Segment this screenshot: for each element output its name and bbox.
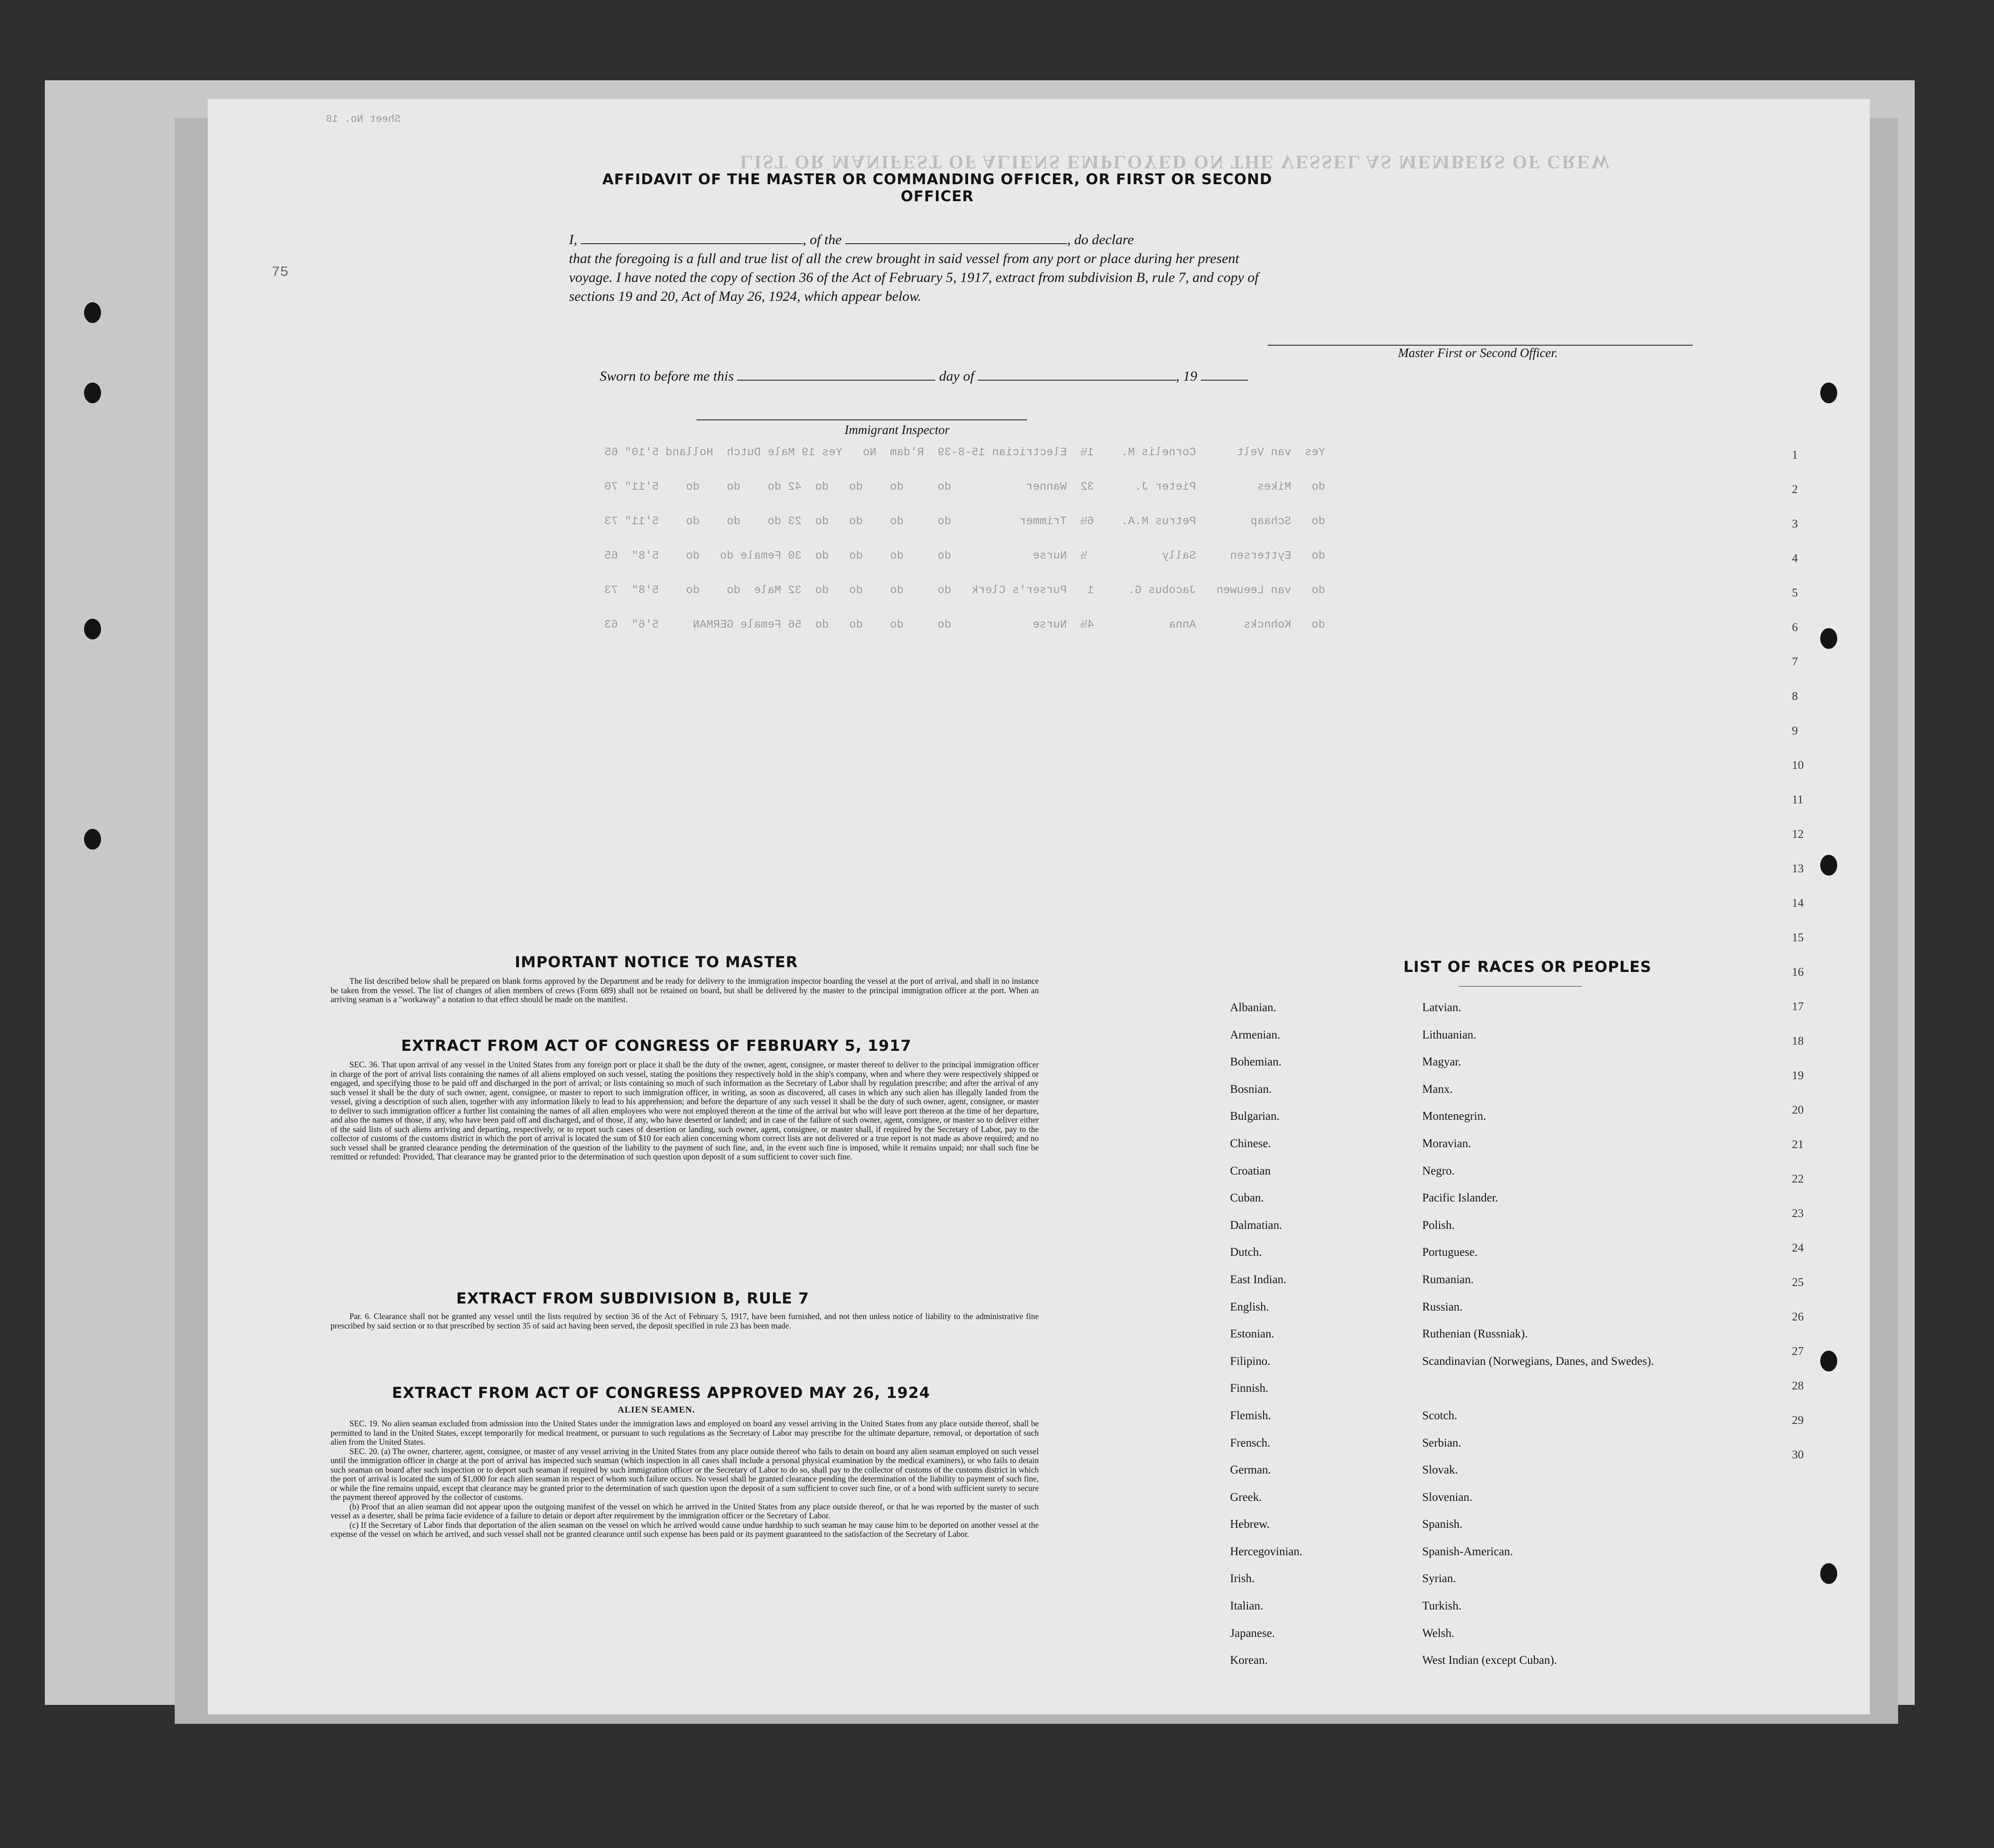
race-item: Dutch. xyxy=(1230,1246,1262,1259)
manifest-line-number: 2 xyxy=(1792,483,1798,496)
alien-seamen-subhead: ALIEN SEAMEN. xyxy=(618,1405,695,1415)
race-item: Welsh. xyxy=(1422,1627,1455,1640)
race-item: Slovak. xyxy=(1422,1464,1458,1477)
manifest-line-number: 26 xyxy=(1792,1311,1804,1323)
inspector-signature-line[interactable] xyxy=(696,419,1027,420)
inspector-caption: Immigrant Inspector xyxy=(844,423,950,437)
race-item: Hebrew. xyxy=(1230,1518,1270,1531)
race-item: English. xyxy=(1230,1300,1269,1313)
manifest-row-1-bleed: Yes van Velt Cornelis M. 1½ Electrician 15-8-39 R'dam No Yes 19 Male Dutch Holland 5'10" 65 xyxy=(604,446,1325,459)
race-item: Slovenian. xyxy=(1422,1490,1473,1504)
binder-hole xyxy=(1820,1563,1837,1584)
sworn-label: Sworn to before me this xyxy=(600,368,734,384)
race-item: Greek. xyxy=(1230,1490,1262,1504)
race-item: Latvian. xyxy=(1422,1001,1461,1014)
rule-7-title: EXTRACT FROM SUBDIVISION B, RULE 7 xyxy=(456,1289,809,1307)
race-item: Portuguese. xyxy=(1422,1246,1478,1259)
binder-hole xyxy=(1820,855,1837,876)
manifest-line-number: 12 xyxy=(1792,828,1804,841)
race-item: Finnish. xyxy=(1230,1382,1269,1395)
manifest-line-number: 16 xyxy=(1792,966,1804,979)
race-item: Polish. xyxy=(1422,1218,1455,1232)
extract-1924-body xyxy=(331,1419,1039,1539)
affidavit-body: that the foregoing is a full and true list of all the crew brought in said vessel from any port or place during her present voyage. I have noted the copy of section 36 of the Act of February 5, 1917, extract from subdivision B, rule 7, and copy of sections 19 and 20, Act of May 26, 1924, which appear below. xyxy=(569,251,1259,304)
race-item: Serbian. xyxy=(1422,1436,1461,1449)
race-item: Moravian. xyxy=(1422,1137,1471,1150)
i-label: I, xyxy=(569,232,577,247)
manifest-line-number: 20 xyxy=(1792,1104,1804,1116)
race-item: Bulgarian. xyxy=(1230,1110,1280,1123)
sworn-year-blank[interactable] xyxy=(1201,380,1248,381)
sworn-month-blank[interactable] xyxy=(978,380,1176,381)
race-item: Hercegovinian. xyxy=(1230,1545,1303,1558)
manifest-line-number: 10 xyxy=(1792,759,1804,772)
race-item: Lithuanian. xyxy=(1422,1028,1476,1041)
race-item: Filipino. xyxy=(1230,1354,1271,1368)
race-item: Turkish. xyxy=(1422,1600,1462,1613)
race-item: Dalmatian. xyxy=(1230,1218,1282,1232)
day-of-label: day of xyxy=(939,368,975,384)
binder-hole xyxy=(84,829,101,850)
race-item: Syrian. xyxy=(1422,1572,1456,1585)
affidavit-title: AFFIDAVIT OF THE MASTER OR COMMANDING OFFICER, OR FIRST OR SECOND OFFICER xyxy=(602,171,1273,205)
affidavit-first-line xyxy=(569,230,1277,249)
affidavit-page xyxy=(208,99,1870,1714)
sheet-number-bleed: Sheet No. 18 xyxy=(326,113,401,125)
race-item: Magyar. xyxy=(1422,1056,1461,1069)
sec-20c-paragraph: (c) If the Secretary of Labor finds that deportation of the alien seaman on the vessel on which he arrived would cause undue hardship to such seaman he may cause him to be deported on another vessel at the expense of the vessel on which he arrived, and such vessel shall not be granted clearance until such expense has been paid or its payment guaranteed to the satisfaction of the Secretary of Labor. xyxy=(331,1520,1039,1539)
race-item: East Indian. xyxy=(1230,1273,1287,1286)
rule-7-body xyxy=(331,1312,1039,1330)
races-right-column xyxy=(1422,1001,1687,1681)
manifest-line-number: 28 xyxy=(1792,1380,1804,1392)
manifest-row-2-bleed: do Mikes Pieter J. 32 Wanner do do do do 42 do do do 5'11" 70 xyxy=(604,481,1325,494)
race-item: Chinese. xyxy=(1230,1137,1271,1150)
binder-hole xyxy=(84,619,101,639)
manifest-line-number: 24 xyxy=(1792,1242,1804,1254)
manifest-line-number: 22 xyxy=(1792,1173,1804,1185)
margin-mark: 75 xyxy=(272,264,289,281)
sec-20b-paragraph: (b) Proof that an alien seaman did not appear upon the outgoing manifest of the vessel on which he arrived in the United States from any place outside thereof, or that he was reported by the master of such vessel as a deserter, shall be prima facie evidence of a failure to detain or deport after requirement by the immigration officer or the Secretary of Labor. xyxy=(331,1501,1039,1520)
year-label: , 19 xyxy=(1176,368,1197,384)
sec-19-paragraph: SEC. 19. No alien seaman excluded from admission into the United States under the immigration laws and employed on board any vessel arriving in the United States from any place outside thereof, shall be permitted to land in the United States, except temporarily for medical treatment, or pursuant to such regulations as the Secretary of Labor may prescribe for the ultimate departure, removal, or deportation of such alien from the United States. xyxy=(331,1419,1039,1447)
manifest-line-number: 14 xyxy=(1792,897,1804,910)
manifest-line-number: 4 xyxy=(1792,552,1798,565)
manifest-line-number: 3 xyxy=(1792,518,1798,530)
manifest-line-number: 5 xyxy=(1792,587,1798,599)
manifest-line-number: 25 xyxy=(1792,1276,1804,1289)
manifest-line-number: 21 xyxy=(1792,1138,1804,1151)
manifest-line-number: 13 xyxy=(1792,862,1804,875)
race-item: Frensch. xyxy=(1230,1436,1271,1449)
races-title-rule xyxy=(1459,986,1582,987)
races-title: LIST OF RACES OR PEOPLES xyxy=(1403,958,1652,976)
affidavit-statement xyxy=(569,230,1277,306)
binder-hole xyxy=(84,383,101,403)
sworn-day-blank[interactable] xyxy=(737,380,935,381)
sec-36-paragraph: SEC. 36. That upon arrival of any vessel in the United States from any foreign port or place it shall be the duty of the owner, agent, consignee, or master thereof to deliver to the principal immigration officer in charge of the port of arrival lists containing the names of all aliens employed on such vessel, stating the positions they respectively hold in the ship's company, when and where they were respectively shipped or engaged, and specifying those to be paid off and discharged in the port of arrival; or lists containing so much of such information as the Secretary of Labor shall by regulation prescribe; and after the arrival of any such vessel it shall be the duty of such owner, agent, consignee, or master to report to such immigration officer, in writing, as soon as discovered, all cases in which any such alien has illegally landed from the vessel, giving a description of such alien, together with any information likely to lead to his apprehension; and before the departure of any such vessel it shall be the duty of such owner, agent, consignee, or master to deliver to such immigration officer a further list containing the names of all alien employees who were not employed thereon at the time of the arrival but who will leave port thereon at the time of her departure, and also the names of those, if any, who have been paid off and discharged, and of those, if any, who have deserted or landed; and in case of the failure of such owner, agent, consignee, or master so to deliver either of the said lists of such aliens arriving and departing, respectively, or to report such cases of desertion or landing, such owner, agent, consignee, or master shall, if required by the Secretary of Labor, pay to the collector of customs of the customs district in which the port of arrival is located the sum of $10 for each alien concerning whom correct lists are not delivered or a true report is not made as above required; and no such vessel shall be granted clearance pending the determination of the question of the liability to the payment of such fine, and, in the event such fine is imposed, while it remains unpaid; nor shall such fine be remitted or refunded: Provided, That clearance may be granted prior to the determination of such question upon deposit of a sum sufficient to cover such fine. xyxy=(331,1060,1039,1161)
race-item: Korean. xyxy=(1230,1654,1268,1667)
extract-1917-title: EXTRACT FROM ACT OF CONGRESS OF FEBRUARY 5, 1917 xyxy=(401,1037,912,1055)
manifest-title-bleed: LIST OR MANIFEST OF ALIENS EMPLOYED ON THE VESSEL AS MEMBERS OF CREW xyxy=(740,152,1612,173)
binder-hole xyxy=(1820,383,1837,403)
race-item: Ruthenian (Russniak). xyxy=(1422,1328,1528,1341)
race-item: Scotch. xyxy=(1422,1409,1458,1422)
race-item: Estonian. xyxy=(1230,1328,1274,1341)
manifest-line-number: 11 xyxy=(1792,793,1804,806)
race-item: German. xyxy=(1230,1464,1271,1477)
binder-hole xyxy=(1820,1351,1837,1371)
binder-hole xyxy=(1820,628,1837,649)
manifest-line-number: 29 xyxy=(1792,1414,1804,1427)
race-item: Spanish. xyxy=(1422,1518,1463,1531)
notice-paragraph: The list described below shall be prepared on blank forms approved by the Department and be ready for delivery to the immigration inspector boarding the vessel at the port of arrival, and shall in no instance be taken from the vessel. The list of changes of alien members of crews (Form 689) shall not be retained on board, but shall be delivered by the master to the principal immigration officer at the port. When an arriving seaman is a "workaway" a notation to that effect should be made on the manifest. xyxy=(331,976,1039,1004)
manifest-line-number: 8 xyxy=(1792,690,1798,703)
par-6-paragraph: Par. 6. Clearance shall not be granted any vessel until the lists required by section 36 of the Act of February 5, 1917, have been furnished, and not then unless notice of liability to the administrative fine prescribed by said section or to that prescribed by section 35 of said act having been served, the deposit specified in rule 23 has been made. xyxy=(331,1311,1039,1330)
race-item: Bosnian. xyxy=(1230,1082,1272,1096)
race-item: Croatian xyxy=(1230,1164,1271,1177)
race-item: Scandinavian (Norwegians, Danes, and Swedes). xyxy=(1422,1354,1654,1368)
race-item: Flemish. xyxy=(1230,1409,1271,1422)
race-item: Manx. xyxy=(1422,1082,1453,1096)
vessel-blank[interactable] xyxy=(845,243,1067,244)
race-item: Negro. xyxy=(1422,1164,1455,1177)
manifest-line-number: 27 xyxy=(1792,1345,1804,1358)
do-declare-label: , do declare xyxy=(1067,232,1134,247)
race-item: Japanese. xyxy=(1230,1627,1275,1640)
race-item: Pacific Islander. xyxy=(1422,1192,1499,1205)
manifest-row-3-bleed: do Schaap Petrus M.A. 6½ Trimmer do do do do 23 do do do 5'11" 73 xyxy=(604,515,1325,528)
manifest-line-number: 17 xyxy=(1792,1000,1804,1013)
notice-body xyxy=(331,977,1039,1005)
manifest-row-6-bleed: do Kohncks Anna 4½ Nurse do do do do 56 Female GERMAN 5'6" 63 xyxy=(604,619,1325,631)
notice-title: IMPORTANT NOTICE TO MASTER xyxy=(515,953,798,971)
binder-hole xyxy=(84,302,101,323)
manifest-line-number: 7 xyxy=(1792,656,1798,668)
manifest-row-4-bleed: do Eyttersen Sally ½ Nurse do do do do 30 Female do do 5'8" 65 xyxy=(604,550,1325,562)
race-item: Irish. xyxy=(1230,1572,1255,1585)
sworn-line xyxy=(600,368,1248,384)
manifest-line-number: 9 xyxy=(1792,724,1798,737)
sec-20a-paragraph: SEC. 20. (a) The owner, charterer, agent, consignee, or master of any vessel arriving in the United States from any place outside thereof who fails to detain on board any alien seaman employed on such vessel until the immigration officer in charge at the port of arrival has inspected such seaman (which inspection in all cases shall include a personal physical examination by the medical examiners), or who fails to detain such seaman on board after such inspection or to deport such seaman if required by such immigration officer or the Secretary of Labor to do so, shall pay to the collector of customs of the customs district in which the port of arrival is located the sum of $1,000 for each alien seaman in respect of whom such failure occurs. No vessel shall be granted clearance pending the determination of the liability to payment of such fine, or while the fine remains unpaid, except that clearance may be granted prior to the determination of such question upon the deposit of a sum sufficient to cover such fine, or of a bond with sufficient surety to secure the payment thereof approved by the collector of customs. xyxy=(331,1446,1039,1502)
extract-1917-body xyxy=(331,1060,1039,1162)
race-item: Albanian. xyxy=(1230,1001,1276,1014)
manifest-line-number: 18 xyxy=(1792,1035,1804,1047)
race-item: Rumanian. xyxy=(1422,1273,1474,1286)
race-item: West Indian (except Cuban). xyxy=(1422,1654,1557,1667)
manifest-line-number: 19 xyxy=(1792,1069,1804,1082)
manifest-line-number: 15 xyxy=(1792,931,1804,944)
of-the-label: , of the xyxy=(803,232,842,247)
name-blank[interactable] xyxy=(581,243,803,244)
race-item: Spanish-American. xyxy=(1422,1545,1513,1558)
race-item: Italian. xyxy=(1230,1600,1264,1613)
race-item: Montenegrin. xyxy=(1422,1110,1486,1123)
manifest-line-number: 6 xyxy=(1792,621,1798,634)
manifest-line-number: 30 xyxy=(1792,1448,1804,1461)
race-item: Cuban. xyxy=(1230,1192,1264,1205)
manifest-row-5-bleed: do van Leeuwen Jacobus G. 1 Purser's Clerk do do do do 32 Male do do 5'8" 73 xyxy=(604,584,1325,597)
race-item: Russian. xyxy=(1422,1300,1463,1313)
extract-1924-title: EXTRACT FROM ACT OF CONGRESS APPROVED MAY 26, 1924 xyxy=(391,1384,931,1402)
race-item: Bohemian. xyxy=(1230,1056,1282,1069)
manifest-line-number: 1 xyxy=(1792,449,1798,461)
race-item: Armenian. xyxy=(1230,1028,1281,1041)
master-signature-caption: Master First or Second Officer. xyxy=(1398,346,1558,360)
manifest-line-number: 23 xyxy=(1792,1207,1804,1220)
